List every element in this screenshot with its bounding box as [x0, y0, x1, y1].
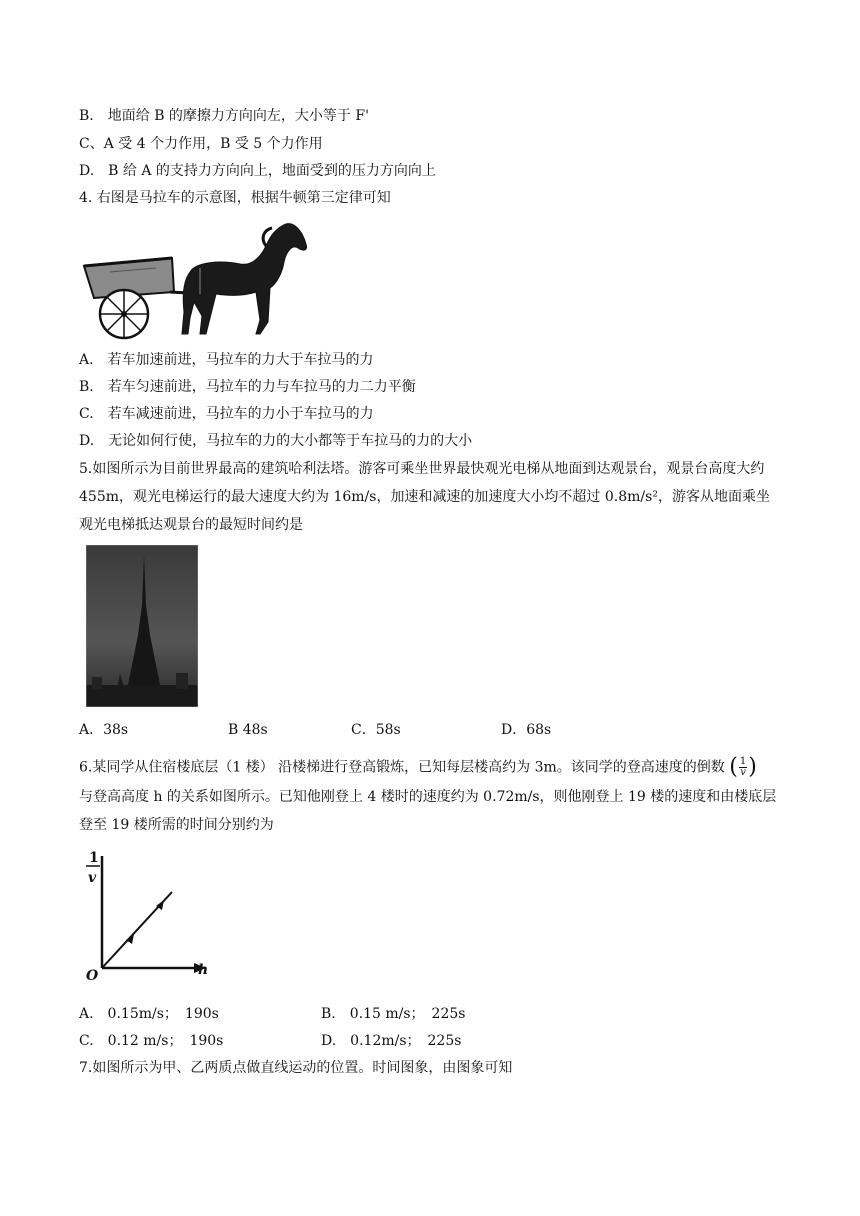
x-axis-label: h [198, 962, 209, 978]
burj-khalifa-photo [86, 545, 198, 707]
q3-option-d: D. B 给 A 的支持力方向向上，地面受到的压力方向向上 [79, 163, 436, 179]
q5-option-d: D．68s [501, 722, 552, 738]
q4-stem: 4. 右图是马拉车的示意图，根据牛顿第三定律可知 [79, 190, 391, 206]
q4-option-b: B. 若车匀速前进，马拉车的力与车拉马的力二力平衡 [79, 379, 416, 395]
horse-cart-figure [80, 222, 312, 342]
q4-option-a: A. 若车加速前进，马拉车的力大于车拉马的力 [79, 352, 374, 368]
reciprocal-speed-fraction: $\frac{1}{v}$ [739, 756, 747, 778]
y-axis-label-den: v [88, 870, 97, 886]
q6-option-b: B. 0.15 m/s； 225s [321, 1006, 466, 1022]
y-axis-label-num: 1 [89, 850, 99, 866]
q3-option-c: C、A 受 4 个力作用，B 受 5 个力作用 [79, 136, 323, 152]
q5-option-b: B 48s [228, 722, 268, 738]
q7-stem: 7.如图所示为甲、乙两质点做直线运动的位置。时间图象，由图象可知 [79, 1060, 513, 1076]
q6-option-c: C. 0.12 m/s； 190s [79, 1033, 224, 1049]
origin-label: O [86, 968, 99, 984]
q6-stem-part2: 与登高高度 h 的关系如图所示。已知他刚登上 4 楼时的速度约为 0.72m/s，则他刚登上 19 楼的速度和由楼底层登至 19 楼所需的时间分别约为 [79, 789, 777, 833]
q3-option-b: B. 地面给 B 的摩擦力方向向左，大小等于 F' [79, 108, 369, 124]
q6-option-d: D. 0.12m/s； 225s [321, 1033, 462, 1049]
q4-option-c: C. 若车减速前进，马拉车的力小于车拉马的力 [79, 406, 374, 422]
q5-option-a: A．38s [79, 722, 129, 738]
q6-stem-line1: 6.某同学从住宿楼底层（1 楼） 沿楼梯进行登高锻炼，已知每层楼高约为 3m。该同学的登高速度的倒数 ( $\frac{1}{v}$) [79, 754, 757, 780]
q5-stem: 5.如图所示为目前世界最高的建筑哈利法塔。游客可乘坐世界最快观光电梯从地面到达观景台，观景台高度大约 455m，观光电梯运行的最大速度大约为 16m/s，加速和减速的加速度大小均不超过 0.8m/s²，游客从地面乘坐观光电梯抵达观景台的最短时间约是 [79, 461, 770, 533]
reciprocal-speed-height-graph [82, 848, 212, 984]
q6-option-a: A. 0.15m/s； 190s [79, 1006, 219, 1022]
q6-stem-part1: 6.某同学从住宿楼底层（1 楼） 沿楼梯进行登高锻炼，已知每层楼高约为 3m。该同学的登高速度的倒数 [79, 759, 725, 776]
q5-option-c: C．58s [351, 722, 401, 738]
q4-option-d: D. 无论如何行使，马拉车的力的大小都等于车拉马的力的大小 [79, 433, 473, 449]
